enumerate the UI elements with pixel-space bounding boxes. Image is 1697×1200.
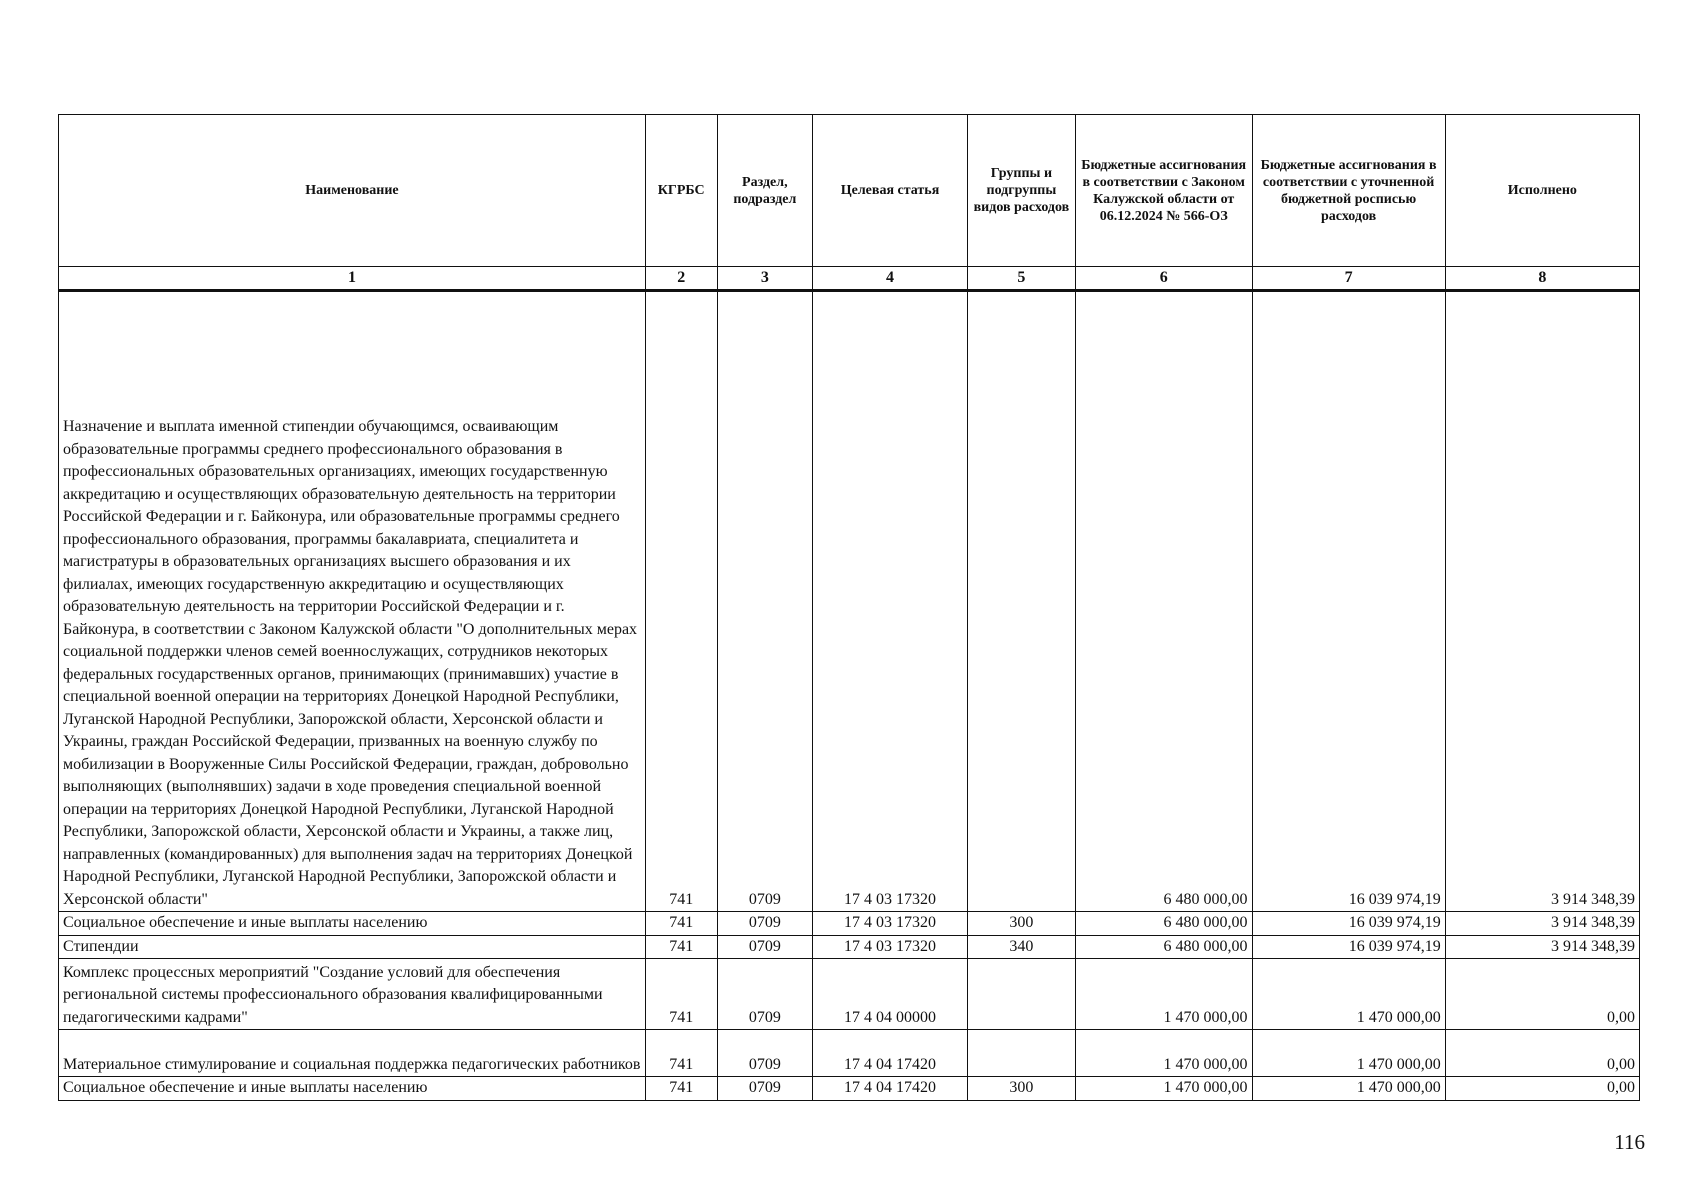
- row-expense-group: 300: [967, 1077, 1075, 1101]
- row-refined-amount: 16 039 974,19: [1252, 912, 1445, 936]
- row-expense-group: [967, 1030, 1075, 1077]
- row-law-amount: 6 480 000,00: [1075, 291, 1252, 912]
- row-refined-amount: 16 039 974,19: [1252, 935, 1445, 959]
- row-law-amount: 1 470 000,00: [1075, 959, 1252, 1030]
- row-section: 0709: [717, 912, 813, 936]
- row-section: 0709: [717, 1077, 813, 1101]
- row-refined-amount: 16 039 974,19: [1252, 291, 1445, 912]
- row-executed-amount: 3 914 348,39: [1445, 912, 1639, 936]
- row-name: Социальное обеспечение и иные выплаты населению: [59, 1077, 646, 1101]
- row-expense-group: 300: [967, 912, 1075, 936]
- column-number: 1: [59, 267, 646, 291]
- row-target-article: 17 4 04 17420: [813, 1030, 968, 1077]
- column-number-row: [59, 267, 1640, 291]
- table-row: [59, 912, 1640, 936]
- row-kgrbs: 741: [645, 959, 717, 1030]
- row-section: 0709: [717, 959, 813, 1030]
- row-refined-amount: 1 470 000,00: [1252, 1030, 1445, 1077]
- header-row: [59, 115, 1640, 267]
- row-expense-group: [967, 291, 1075, 912]
- header-section: Раздел, подраздел: [717, 115, 813, 267]
- row-name: Стипендии: [59, 935, 646, 959]
- header-kgrbs: КГРБС: [645, 115, 717, 267]
- row-kgrbs: 741: [645, 291, 717, 912]
- table-row: [59, 1030, 1640, 1077]
- row-target-article: 17 4 03 17320: [813, 912, 968, 936]
- table-row: [59, 959, 1640, 1030]
- table-row: [59, 1077, 1640, 1101]
- row-kgrbs: 741: [645, 1030, 717, 1077]
- row-executed-amount: 0,00: [1445, 959, 1639, 1030]
- row-name: Социальное обеспечение и иные выплаты населению: [59, 912, 646, 936]
- column-number: 3: [717, 267, 813, 291]
- row-section: 0709: [717, 935, 813, 959]
- row-refined-amount: 1 470 000,00: [1252, 959, 1445, 1030]
- column-number: 8: [1445, 267, 1639, 291]
- row-name: Материальное стимулирование и социальная поддержка педагогических работников: [59, 1030, 646, 1077]
- row-refined-amount: 1 470 000,00: [1252, 1077, 1445, 1101]
- row-executed-amount: 0,00: [1445, 1077, 1639, 1101]
- header-target-article: Целевая статья: [813, 115, 968, 267]
- row-executed-amount: 0,00: [1445, 1030, 1639, 1077]
- column-number: 6: [1075, 267, 1252, 291]
- header-law-allocations: Бюджетные ассигнования в соответствии с Законом Калужской области от 06.12.2024 № 566-ОЗ: [1075, 115, 1252, 267]
- header-name: Наименование: [59, 115, 646, 267]
- table-row: [59, 935, 1640, 959]
- row-law-amount: 1 470 000,00: [1075, 1077, 1252, 1101]
- budget-execution-table: [58, 114, 1640, 1101]
- column-number: 2: [645, 267, 717, 291]
- row-section: 0709: [717, 1030, 813, 1077]
- row-target-article: 17 4 04 00000: [813, 959, 968, 1030]
- row-name: Комплекс процессных мероприятий "Создание условий для обеспечения региональной системы профессионального образования квалифицированными педагогическими кадрами": [59, 959, 646, 1030]
- header-refined-allocations: Бюджетные ассигнования в соответствии с уточненной бюджетной росписью расходов: [1252, 115, 1445, 267]
- column-number: 4: [813, 267, 968, 291]
- column-number: 7: [1252, 267, 1445, 291]
- row-kgrbs: 741: [645, 1077, 717, 1101]
- budget-table-container: [58, 114, 1640, 1101]
- row-law-amount: 6 480 000,00: [1075, 935, 1252, 959]
- row-kgrbs: 741: [645, 912, 717, 936]
- row-expense-group: 340: [967, 935, 1075, 959]
- row-target-article: 17 4 04 17420: [813, 1077, 968, 1101]
- header-expense-groups: Группы и подгруппы видов расходов: [967, 115, 1075, 267]
- row-executed-amount: 3 914 348,39: [1445, 935, 1639, 959]
- row-expense-group: [967, 959, 1075, 1030]
- row-name: Назначение и выплата именной стипендии обучающимся, осваивающим образовательные программы среднего профессионального образования в профессиональных образовательных организациях, имеющих государственную аккредитацию и осуществляющих образовательную деятельность на территории Российской Федерации и г. Байконура, или образовательные программы среднего профессионального образования, программы бакалавриата, специалитета и магистратуры в образовательных организациях высшего образования и их филиалах, имеющих государственную аккредитацию и осуществляющих образовательную деятельность на территории Российской Федерации и г. Байконура, в соответствии с Законом Калужской области "О дополнительных мерах социальной поддержки членов семей военнослужащих, сотрудников некоторых федеральных государственных органов, принимающих (принимавших) участие в специальной военной операции на территориях Донецкой Народной Республики, Луганской Народной Республики, Запорожской области, Херсонской области и Украины, граждан Российской Федерации, призванных на военную службу по мобилизации в Вооруженные Силы Российской Федерации, граждан, добровольно выполняющих (выполнявших) задачи в ходе проведения специальной военной операции на территориях Донецкой Народной Республики, Луганской Народной Республики, Запорожской области, Херсонской области и Украины, а также лиц, направленных (командированных) для выполнения задач на территориях Донецкой Народной Республики, Луганской Народной Республики, Запорожской области и Херсонской области": [59, 291, 646, 912]
- page-number: 116: [1614, 1130, 1645, 1154]
- header-executed: Исполнено: [1445, 115, 1639, 267]
- row-law-amount: 6 480 000,00: [1075, 912, 1252, 936]
- row-executed-amount: 3 914 348,39: [1445, 291, 1639, 912]
- row-law-amount: 1 470 000,00: [1075, 1030, 1252, 1077]
- table-row: [59, 291, 1640, 912]
- row-target-article: 17 4 03 17320: [813, 291, 968, 912]
- row-kgrbs: 741: [645, 935, 717, 959]
- column-number: 5: [967, 267, 1075, 291]
- row-target-article: 17 4 03 17320: [813, 935, 968, 959]
- row-section: 0709: [717, 291, 813, 912]
